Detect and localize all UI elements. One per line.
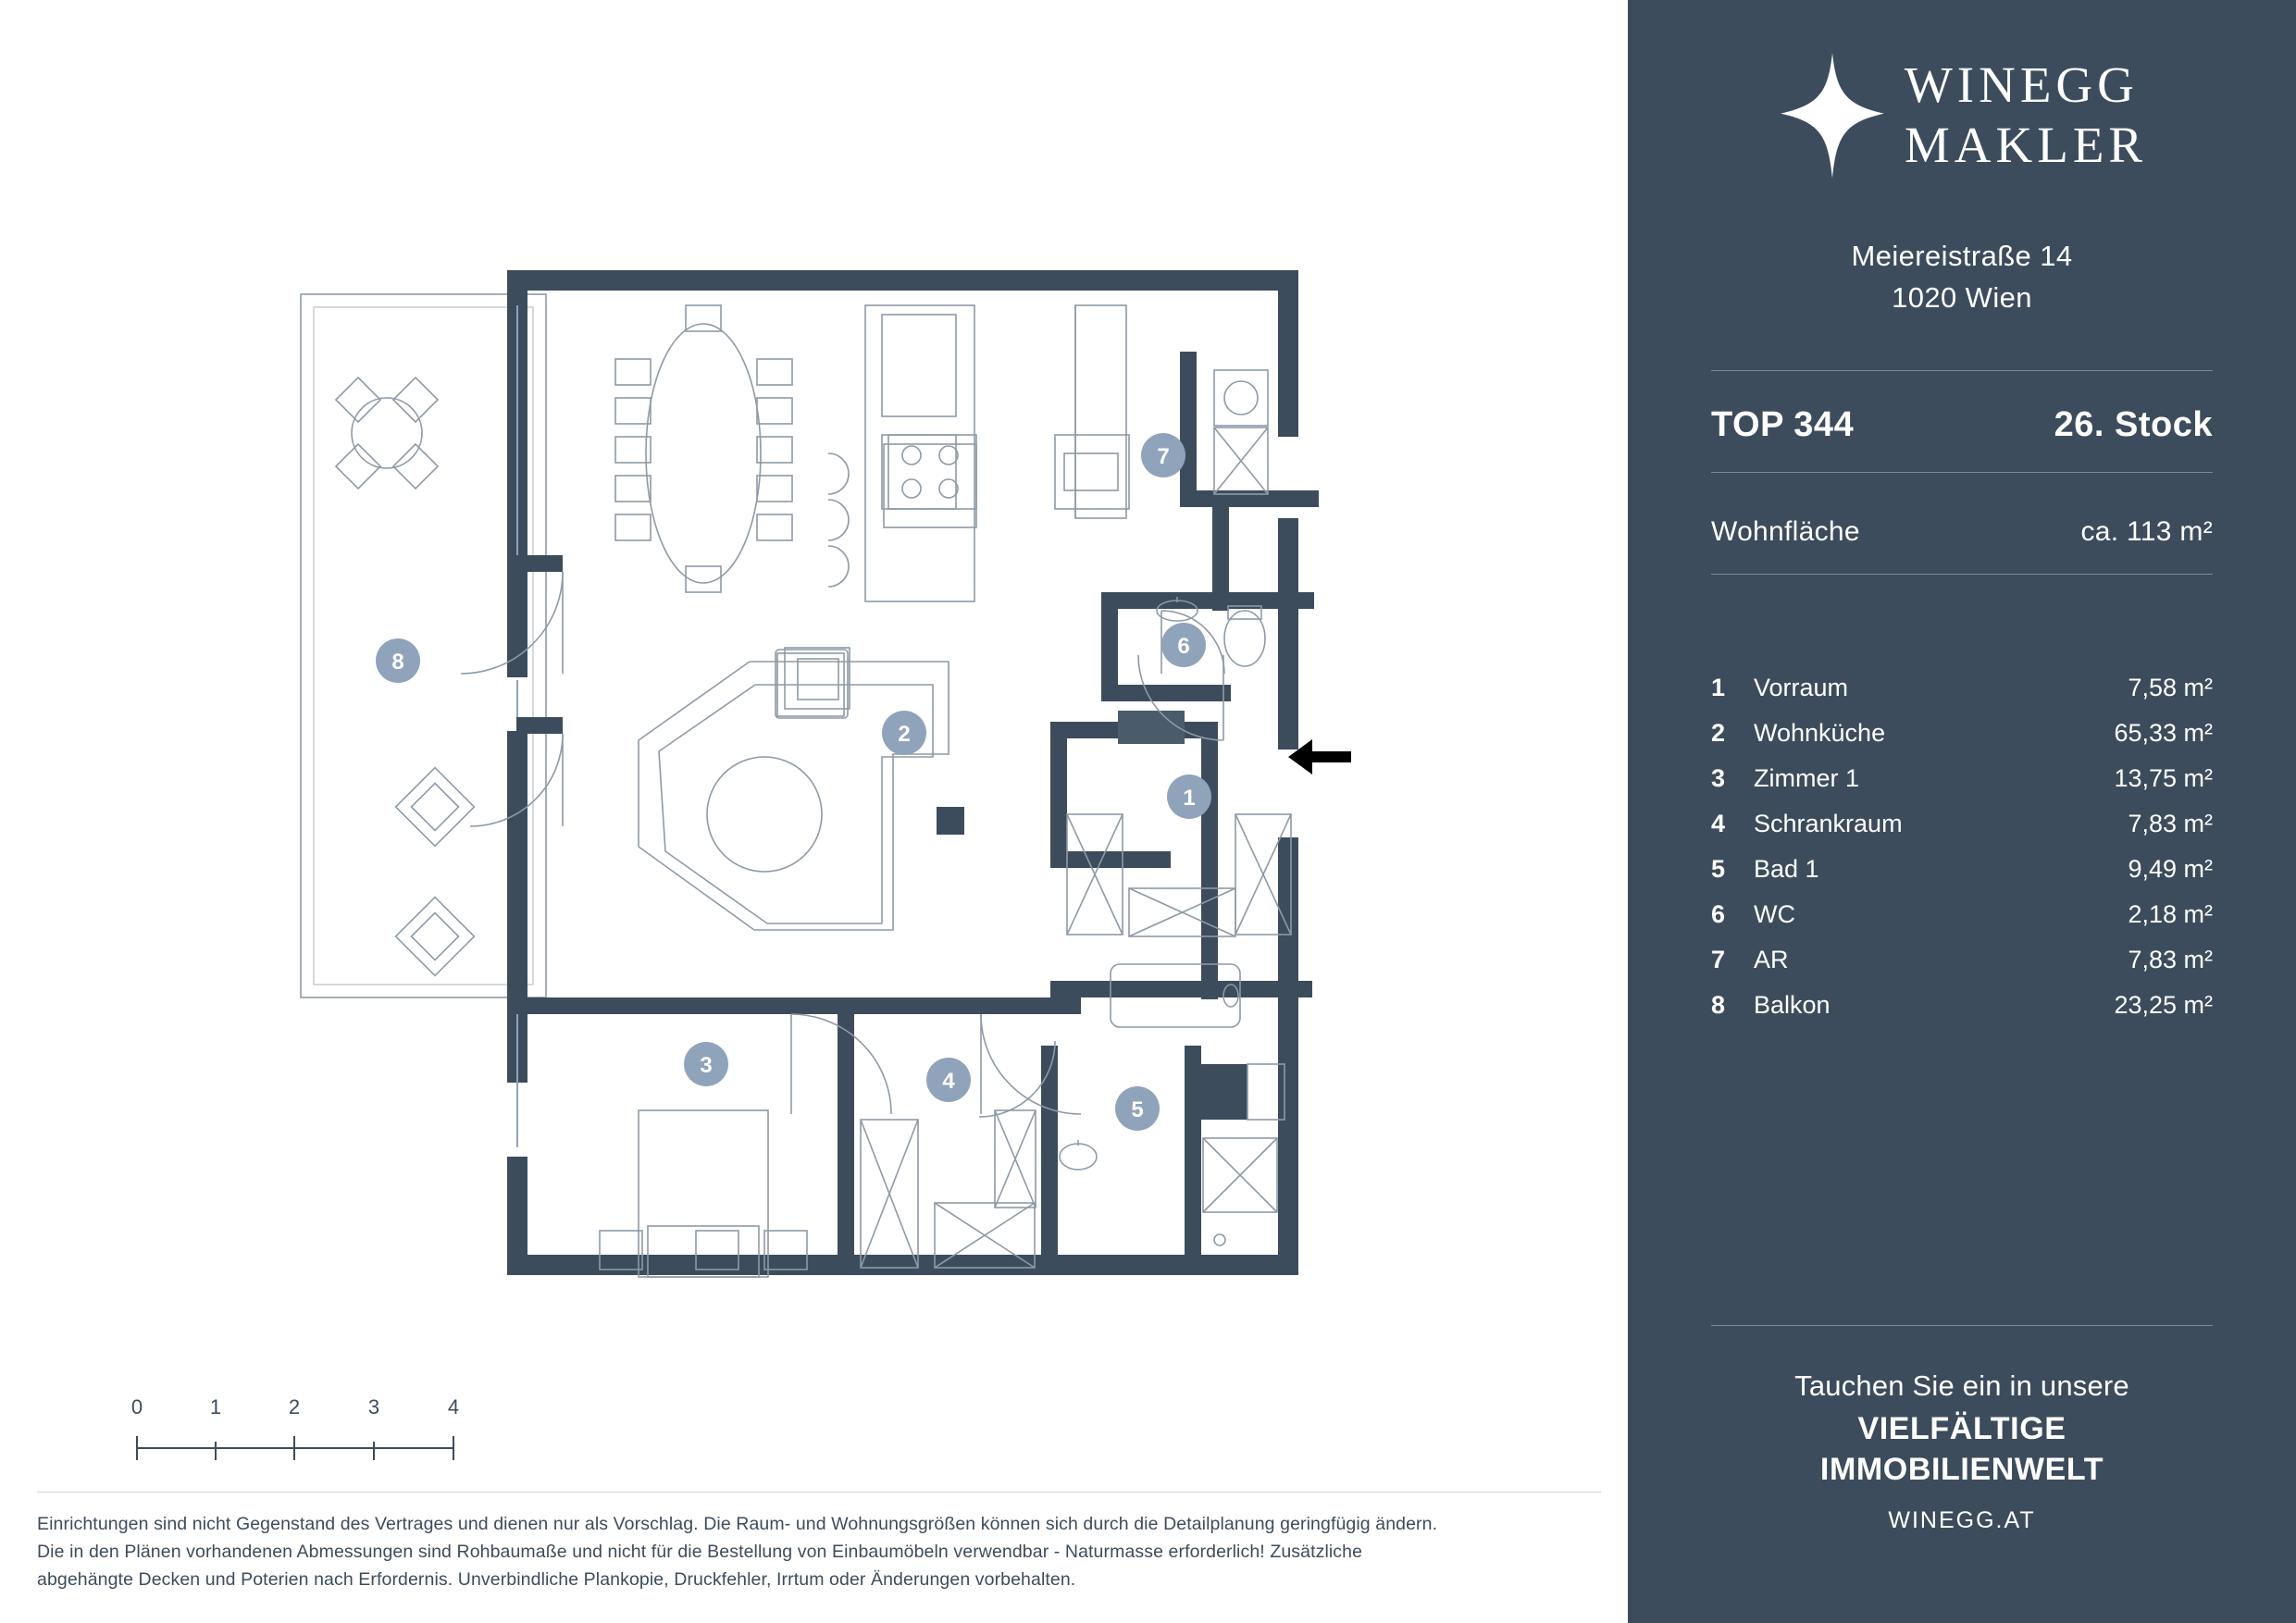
scale-bar [137,1436,453,1460]
room-name: Balkon [1754,991,1831,1019]
room-list-item [1711,721,2213,746]
svg-text:0: 0 [130,1395,143,1419]
svg-text:2: 2 [288,1395,301,1419]
room-list-item [1711,993,2213,1018]
room-number: 6 [1711,900,1726,928]
room-name: WC [1754,900,1795,928]
room-area: 13,75 m² [2114,764,2213,792]
panel-divider-3 [1711,574,2213,575]
room-name: Vorraum [1754,674,1849,701]
brand-name [1905,56,2147,176]
room-area: 23,25 m² [2114,991,2213,1019]
room-number: 1 [1711,674,1726,701]
room-area: 2,18 m² [2128,900,2213,928]
brand-logo [1628,51,2296,180]
room-name: Wohnküche [1754,719,1886,747]
room-area: 9,49 m² [2128,855,2213,883]
svg-text:5: 5 [1131,1097,1144,1122]
four-point-star-icon [1777,51,1888,180]
panel-divider-1 [1711,370,2213,371]
svg-text:3: 3 [367,1395,380,1419]
room-number: 7 [1711,946,1726,973]
website-url[interactable]: WINEGG.AT [1888,1506,2036,1533]
unit-floor-label: 26. Stock [2054,405,2213,444]
svg-text:1: 1 [1183,786,1196,811]
room-name: Zimmer 1 [1754,764,1859,792]
svg-text:4: 4 [447,1395,460,1419]
room-name: Bad 1 [1754,855,1819,883]
room-area: 7,58 m² [2128,674,2213,701]
room-list-item [1711,902,2213,927]
panel-divider-2 [1711,472,2213,473]
address-street: Meiereistraße 14 [1851,240,2073,272]
room-markers [376,433,1211,1131]
svg-text:1: 1 [209,1395,222,1419]
living-area-row [1711,516,2213,548]
tagline-line-3: IMMOBILIENWELT [1819,1452,2104,1488]
room-list [1711,675,2213,1038]
room-area: 7,83 m² [2128,810,2213,837]
room-list-item [1711,857,2213,882]
tagline-line-2: VIELFÄLTIGE [1857,1411,2066,1447]
living-area-label: Wohnfläche [1711,516,1860,547]
property-address [1628,236,2296,319]
legal-line-3: abgehängte Decken und Poterien nach Erfordernis. Unverbindliche Plankopie, Druckfehler, Irrtum oder Änderungen vorbehalten. [37,1569,1076,1591]
svg-text:6: 6 [1177,634,1190,659]
room-number: 2 [1711,719,1726,747]
room-number: 3 [1711,764,1726,792]
legal-line-1: Einrichtungen sind nicht Gegenstand des Vertrages und dienen nur als Vorschlag. Die Raum- und Wohnungsgrößen können sich durch die Detailplanung geringfügig ändern. [37,1514,1438,1534]
room-area: 7,83 m² [2128,946,2213,973]
svg-text:2: 2 [898,722,911,747]
unit-top-label: TOP 344 [1711,405,1855,444]
unit-header-row [1711,405,2213,445]
brand-name-line1: WINEGG [1904,56,2139,114]
room-list-item [1711,812,2213,836]
room-list-item [1711,766,2213,791]
address-city: 1020 Wien [1892,280,2032,314]
room-list-item [1711,948,2213,973]
room-name: AR [1754,946,1789,973]
panel-divider-4 [1711,1325,2213,1326]
legal-line-2: Die in den Plänen vorhandenen Abmessungen sind Rohbaumaße und nicht für die Bestellung von Einbaumöbeln verwendbar - Naturmasse erforderlich! Zusätzliche [37,1542,1363,1563]
svg-text:4: 4 [942,1069,955,1094]
room-area: 65,33 m² [2114,719,2213,747]
tagline-line-1: Tauchen Sie ein in unsere [1794,1369,2129,1402]
svg-text:8: 8 [391,650,404,675]
living-area-value: ca. 113 m² [2080,516,2213,547]
room-number: 5 [1711,855,1726,883]
svg-text:3: 3 [700,1053,713,1078]
scale-labels [131,1395,459,1419]
info-panel [1628,0,2296,1623]
room-name: Schrankraum [1754,810,1903,837]
svg-text:7: 7 [1157,444,1170,469]
brand-name-line2: MAKLER [1904,117,2148,173]
marketing-tagline [1628,1368,2296,1535]
room-list-item [1711,675,2213,700]
room-number: 4 [1711,810,1726,837]
room-number: 8 [1711,991,1726,1019]
legal-disclaimer [37,1510,1601,1594]
legal-divider [37,1492,1601,1493]
